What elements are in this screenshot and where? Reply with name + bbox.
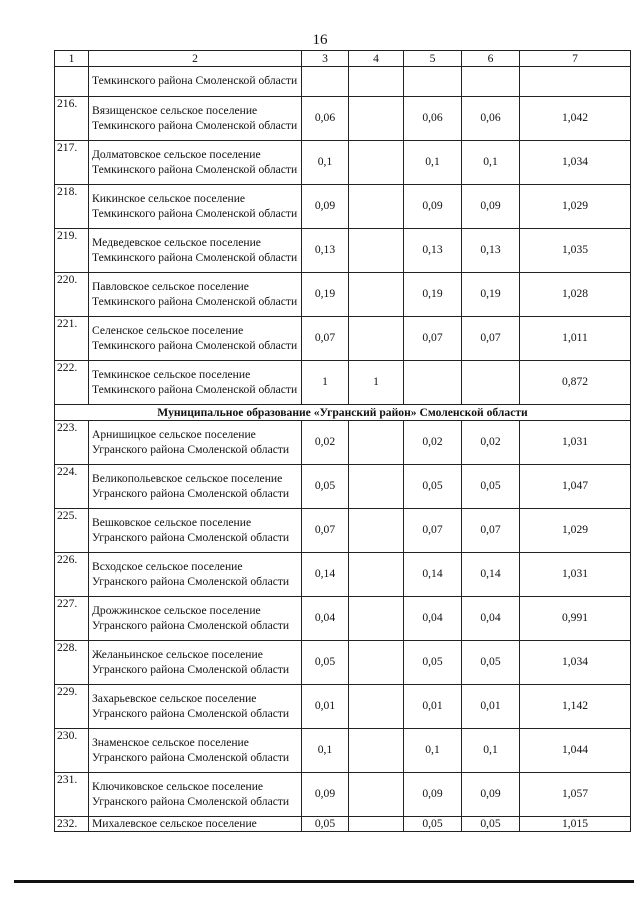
value-col-6: 0,05 [462, 817, 520, 832]
value-col-5: 0,05 [404, 817, 462, 832]
value-col-3: 0,1 [302, 729, 349, 773]
settlement-name: Темкинское сельское поселение Темкинского района Смоленской области [89, 361, 302, 405]
column-number: 4 [349, 51, 404, 67]
row-number: 219. [55, 229, 89, 273]
table-row [55, 273, 631, 317]
value-col-6: 0,02 [462, 421, 520, 465]
row-number: 226. [55, 553, 89, 597]
value-col-3: 0,06 [302, 97, 349, 141]
row-number: 228. [55, 641, 89, 685]
value-col-6: 0,09 [462, 185, 520, 229]
value-col-3: 0,07 [302, 317, 349, 361]
value-col-4 [349, 553, 404, 597]
value-col-3: 0,14 [302, 553, 349, 597]
value-col-5 [404, 67, 462, 97]
value-col-3: 0,09 [302, 185, 349, 229]
value-col-4: 1 [349, 361, 404, 405]
row-number: 222. [55, 361, 89, 405]
row-number [55, 67, 89, 97]
value-col-3: 0,05 [302, 641, 349, 685]
value-col-5 [404, 361, 462, 405]
value-col-5: 0,04 [404, 597, 462, 641]
value-col-7: 1,034 [520, 641, 631, 685]
data-table [54, 50, 631, 832]
value-col-5: 0,07 [404, 317, 462, 361]
table-row [55, 361, 631, 405]
value-col-7: 1,011 [520, 317, 631, 361]
row-number: 227. [55, 597, 89, 641]
value-col-6: 0,09 [462, 773, 520, 817]
value-col-3: 0,02 [302, 421, 349, 465]
value-col-7: 1,057 [520, 773, 631, 817]
value-col-7: 1,015 [520, 817, 631, 832]
value-col-7 [520, 67, 631, 97]
settlement-name: Долматовское сельское поселение Темкинского района Смоленской области [89, 141, 302, 185]
settlement-name: Арнишицкое сельское поселение Угранского района Смоленской области [89, 421, 302, 465]
value-col-6 [462, 67, 520, 97]
value-col-7: 1,029 [520, 509, 631, 553]
row-number: 217. [55, 141, 89, 185]
value-col-3: 0,05 [302, 465, 349, 509]
table-row [55, 185, 631, 229]
table-row [55, 685, 631, 729]
value-col-5: 0,07 [404, 509, 462, 553]
value-col-4 [349, 729, 404, 773]
value-col-7: 1,042 [520, 97, 631, 141]
column-number: 7 [520, 51, 631, 67]
value-col-4 [349, 273, 404, 317]
table-row [55, 729, 631, 773]
value-col-3: 0,01 [302, 685, 349, 729]
value-col-4 [349, 67, 404, 97]
value-col-5: 0,05 [404, 465, 462, 509]
value-col-4 [349, 465, 404, 509]
row-number: 218. [55, 185, 89, 229]
section-title: Муниципальное образование «Угранский район» Смоленской области [55, 405, 631, 421]
value-col-7: 1,142 [520, 685, 631, 729]
value-col-7: 0,991 [520, 597, 631, 641]
settlement-name: Медведевское сельское поселение Темкинского района Смоленской области [89, 229, 302, 273]
value-col-5: 0,06 [404, 97, 462, 141]
settlement-name: Вешковское сельское поселение Угранского района Смоленской области [89, 509, 302, 553]
settlement-name: Знаменское сельское поселение Угранского района Смоленской области [89, 729, 302, 773]
value-col-7: 1,034 [520, 141, 631, 185]
value-col-5: 0,09 [404, 773, 462, 817]
table-row [55, 67, 631, 97]
settlement-name: Вязищенское сельское поселение Темкинского района Смоленской области [89, 97, 302, 141]
row-number: 224. [55, 465, 89, 509]
value-col-5: 0,14 [404, 553, 462, 597]
value-col-4 [349, 817, 404, 832]
value-col-4 [349, 509, 404, 553]
settlement-name: Темкинского района Смоленской области [89, 67, 302, 97]
value-col-6: 0,06 [462, 97, 520, 141]
table-row [55, 465, 631, 509]
value-col-6: 0,04 [462, 597, 520, 641]
settlement-name: Кикинское сельское поселение Темкинского района Смоленской области [89, 185, 302, 229]
settlement-name: Всходское сельское поселение Угранского района Смоленской области [89, 553, 302, 597]
row-number: 232. [55, 817, 89, 832]
value-col-7: 1,031 [520, 421, 631, 465]
table-row [55, 817, 631, 832]
value-col-5: 0,05 [404, 641, 462, 685]
value-col-3: 1 [302, 361, 349, 405]
value-col-4 [349, 773, 404, 817]
value-col-6 [462, 361, 520, 405]
section-header-row [55, 405, 631, 421]
row-number: 225. [55, 509, 89, 553]
value-col-3: 0,04 [302, 597, 349, 641]
settlement-name: Желаньинское сельское поселение Угранского района Смоленской области [89, 641, 302, 685]
row-number: 230. [55, 729, 89, 773]
table-row [55, 317, 631, 361]
value-col-4 [349, 185, 404, 229]
value-col-7: 1,029 [520, 185, 631, 229]
value-col-3: 0,05 [302, 817, 349, 832]
row-number: 220. [55, 273, 89, 317]
value-col-7: 0,872 [520, 361, 631, 405]
value-col-6: 0,19 [462, 273, 520, 317]
value-col-5: 0,19 [404, 273, 462, 317]
value-col-7: 1,035 [520, 229, 631, 273]
row-number: 216. [55, 97, 89, 141]
value-col-6: 0,05 [462, 641, 520, 685]
value-col-7: 1,031 [520, 553, 631, 597]
value-col-7: 1,028 [520, 273, 631, 317]
table-row [55, 773, 631, 817]
bottom-rule [14, 880, 634, 883]
value-col-4 [349, 641, 404, 685]
table-row [55, 597, 631, 641]
table-row [55, 141, 631, 185]
row-number: 221. [55, 317, 89, 361]
column-number-row [55, 51, 631, 67]
row-number: 223. [55, 421, 89, 465]
column-number: 1 [55, 51, 89, 67]
value-col-7: 1,047 [520, 465, 631, 509]
value-col-6: 0,05 [462, 465, 520, 509]
column-number: 6 [462, 51, 520, 67]
value-col-4 [349, 97, 404, 141]
value-col-6: 0,13 [462, 229, 520, 273]
row-number: 229. [55, 685, 89, 729]
value-col-5: 0,01 [404, 685, 462, 729]
value-col-6: 0,07 [462, 509, 520, 553]
value-col-6: 0,1 [462, 729, 520, 773]
value-col-3: 0,09 [302, 773, 349, 817]
value-col-3: 0,1 [302, 141, 349, 185]
value-col-4 [349, 597, 404, 641]
value-col-5: 0,09 [404, 185, 462, 229]
value-col-3: 0,19 [302, 273, 349, 317]
value-col-6: 0,1 [462, 141, 520, 185]
settlement-name: Великопольевское сельское поселение Угранского района Смоленской области [89, 465, 302, 509]
table-row [55, 229, 631, 273]
value-col-4 [349, 421, 404, 465]
value-col-5: 0,1 [404, 141, 462, 185]
table-row [55, 509, 631, 553]
value-col-4 [349, 317, 404, 361]
table-row [55, 97, 631, 141]
value-col-7: 1,044 [520, 729, 631, 773]
value-col-5: 0,02 [404, 421, 462, 465]
column-number: 5 [404, 51, 462, 67]
value-col-4 [349, 685, 404, 729]
table-row [55, 553, 631, 597]
value-col-5: 0,1 [404, 729, 462, 773]
page-number: 16 [312, 32, 328, 48]
table-row [55, 421, 631, 465]
value-col-4 [349, 141, 404, 185]
value-col-6: 0,01 [462, 685, 520, 729]
settlement-name: Павловское сельское поселение Темкинского района Смоленской области [89, 273, 302, 317]
settlement-name: Михалевское сельское поселение [89, 817, 302, 832]
value-col-6: 0,14 [462, 553, 520, 597]
value-col-5: 0,13 [404, 229, 462, 273]
settlement-name: Ключиковское сельское поселение Угранского района Смоленской области [89, 773, 302, 817]
value-col-3: 0,07 [302, 509, 349, 553]
row-number: 231. [55, 773, 89, 817]
value-col-3: 0,13 [302, 229, 349, 273]
value-col-3 [302, 67, 349, 97]
settlement-name: Захарьевское сельское поселение Угранского района Смоленской области [89, 685, 302, 729]
settlement-name: Дрожжинское сельское поселение Угранского района Смоленской области [89, 597, 302, 641]
value-col-4 [349, 229, 404, 273]
column-number: 3 [302, 51, 349, 67]
settlement-name: Селенское сельское поселение Темкинского района Смоленской области [89, 317, 302, 361]
column-number: 2 [89, 51, 302, 67]
table-row [55, 641, 631, 685]
value-col-6: 0,07 [462, 317, 520, 361]
